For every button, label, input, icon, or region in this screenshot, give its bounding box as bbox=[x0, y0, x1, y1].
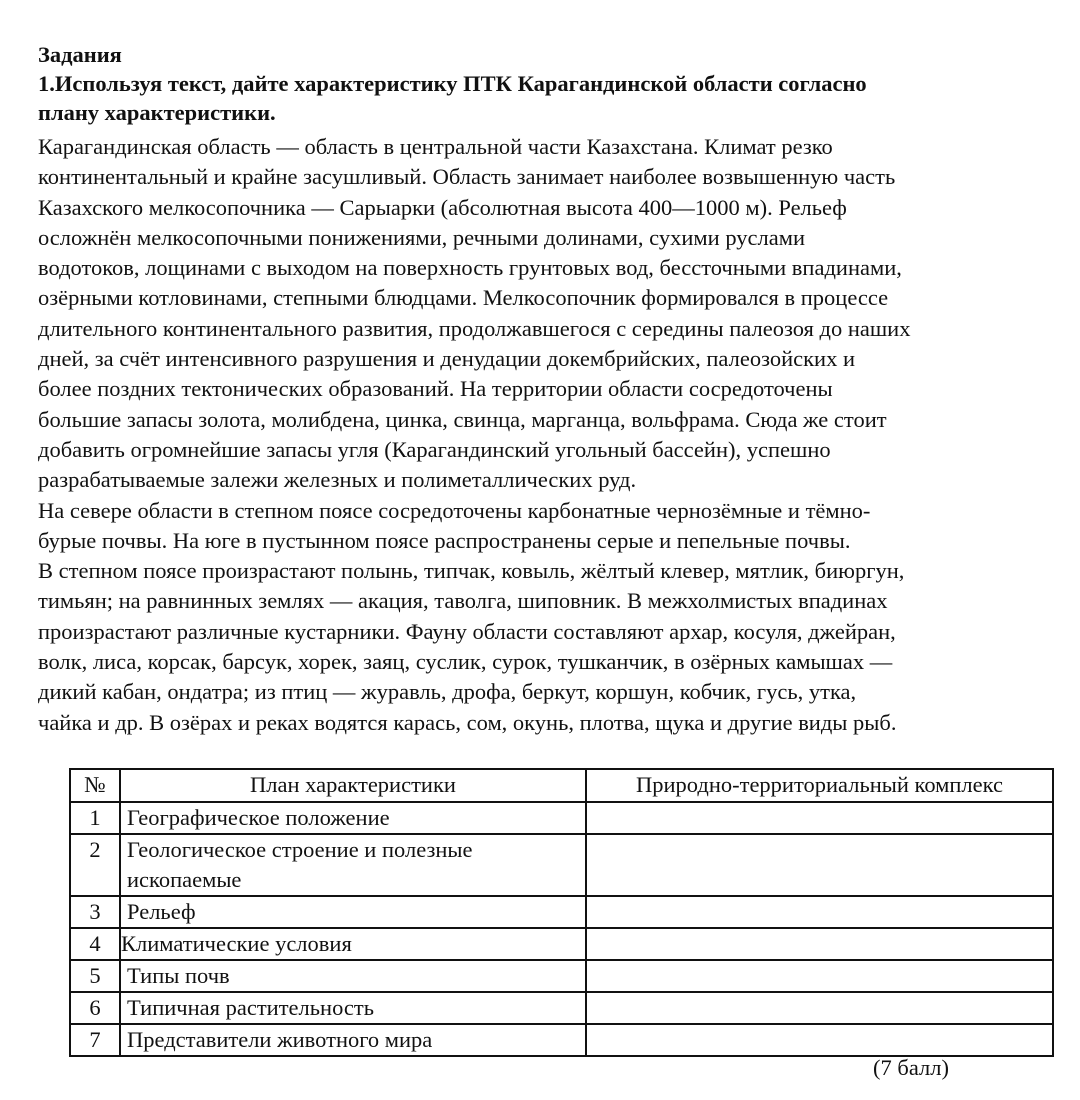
passage-line: большие запасы золота, молибдена, цинка, свинца, марганца, вольфрама. Сюда же стоит bbox=[38, 406, 887, 432]
passage-line: тимьян; на равнинных землях — акация, таволга, шиповник. В межхолмистых впадинах bbox=[38, 588, 888, 614]
passage-line: озёрными котловинами, степными блюдцами. Мелкосопочник формировался в процессе bbox=[38, 285, 889, 311]
row-number: 1 bbox=[70, 802, 120, 834]
column-header-complex: Природно-территориальный комплекс bbox=[586, 769, 1053, 802]
plan-item: Географическое положение bbox=[120, 802, 586, 834]
table-row bbox=[70, 992, 1053, 1024]
plan-item: Рельеф bbox=[120, 896, 586, 928]
plan-item bbox=[120, 834, 586, 896]
table-row bbox=[70, 896, 1053, 928]
task-title-continued: плану характеристики. bbox=[38, 100, 276, 125]
plan-item: Климатические условия bbox=[120, 928, 586, 960]
table-row bbox=[70, 802, 1053, 834]
row-number: 2 bbox=[70, 834, 120, 896]
answer-cell[interactable] bbox=[586, 992, 1053, 1024]
passage-line: В степном поясе произрастают полынь, типчак, ковыль, жёлтый клевер, мятлик, биюргун, bbox=[38, 558, 905, 584]
answer-cell[interactable] bbox=[586, 896, 1053, 928]
row-number: 3 bbox=[70, 896, 120, 928]
column-header-plan: План характеристики bbox=[120, 769, 586, 802]
plan-item-line: Геологическое строение и полезные bbox=[127, 837, 473, 862]
passage-line: более поздних тектонических образований. На территории области сосредоточены bbox=[38, 376, 833, 402]
passage-line: бурые почвы. На юге в пустынном поясе распространены серые и пепельные почвы. bbox=[38, 527, 851, 553]
passage-line: дней, за счёт интенсивного разрушения и денудации докембрийских, палеозойских и bbox=[38, 346, 855, 372]
row-number: 4 bbox=[70, 928, 120, 960]
column-header-number: № bbox=[70, 769, 120, 802]
passage-line: чайка и др. В озёрах и реках водятся карась, сом, окунь, плотва, щука и другие виды рыб. bbox=[38, 709, 897, 735]
row-number: 6 bbox=[70, 992, 120, 1024]
table-header-row bbox=[70, 769, 1053, 802]
table-row bbox=[70, 1024, 1053, 1056]
passage-line: длительного континентального развития, продолжавшегося с середины палеозоя до наших bbox=[38, 315, 911, 341]
row-number: 5 bbox=[70, 960, 120, 992]
table-row bbox=[70, 834, 1053, 896]
reading-passage bbox=[38, 132, 1078, 738]
task-title: 1.Используя текст, дайте характеристику ПТК Карагандинской области согласно bbox=[38, 71, 867, 96]
answer-cell[interactable] bbox=[586, 834, 1053, 896]
task-heading bbox=[38, 40, 1048, 127]
characteristics-table bbox=[69, 768, 1054, 1057]
passage-line: На севере области в степном поясе сосредоточены карбонатные чернозёмные и тёмно- bbox=[38, 497, 871, 523]
table-row bbox=[70, 960, 1053, 992]
passage-line: Казахского мелкосопочника — Сарыарки (абсолютная высота 400—1000 м). Рельеф bbox=[38, 194, 847, 220]
section-title: Задания bbox=[38, 42, 122, 67]
answer-cell[interactable] bbox=[586, 1024, 1053, 1056]
passage-line: дикий кабан, ондатра; из птиц — журавль, дрофа, беркут, коршун, кобчик, гусь, утка, bbox=[38, 679, 857, 705]
passage-line: разрабатываемые залежи железных и полиметаллических руд. bbox=[38, 467, 637, 493]
answer-cell[interactable] bbox=[586, 802, 1053, 834]
plan-item-line: ископаемые bbox=[127, 867, 242, 892]
answer-cell[interactable] bbox=[586, 960, 1053, 992]
passage-line: континентальный и крайне засушливый. Область занимает наиболее возвышенную часть bbox=[38, 164, 896, 190]
passage-line: осложнён мелкосопочными понижениями, речными долинами, сухими руслами bbox=[38, 224, 805, 250]
row-number: 7 bbox=[70, 1024, 120, 1056]
plan-item: Представители животного мира bbox=[120, 1024, 586, 1056]
answer-cell[interactable] bbox=[586, 928, 1053, 960]
plan-item: Типы почв bbox=[120, 960, 586, 992]
passage-line: водотоков, лощинами с выходом на поверхность грунтовых вод, бессточными впадинами, bbox=[38, 255, 902, 281]
score-label: (7 балл) bbox=[873, 1055, 949, 1080]
plan-item: Типичная растительность bbox=[120, 992, 586, 1024]
passage-line: Карагандинская область — область в центральной части Казахстана. Климат резко bbox=[38, 134, 833, 159]
table-row bbox=[70, 928, 1053, 960]
passage-line: волк, лиса, корсак, барсук, хорек, заяц, суслик, сурок, тушканчик, в озёрных камышах — bbox=[38, 649, 893, 675]
passage-line: добавить огромнейшие запасы угля (Карагандинский угольный бассейн), успешно bbox=[38, 436, 831, 462]
passage-line: произрастают различные кустарники. Фауну области составляют архар, косуля, джейран, bbox=[38, 618, 896, 644]
